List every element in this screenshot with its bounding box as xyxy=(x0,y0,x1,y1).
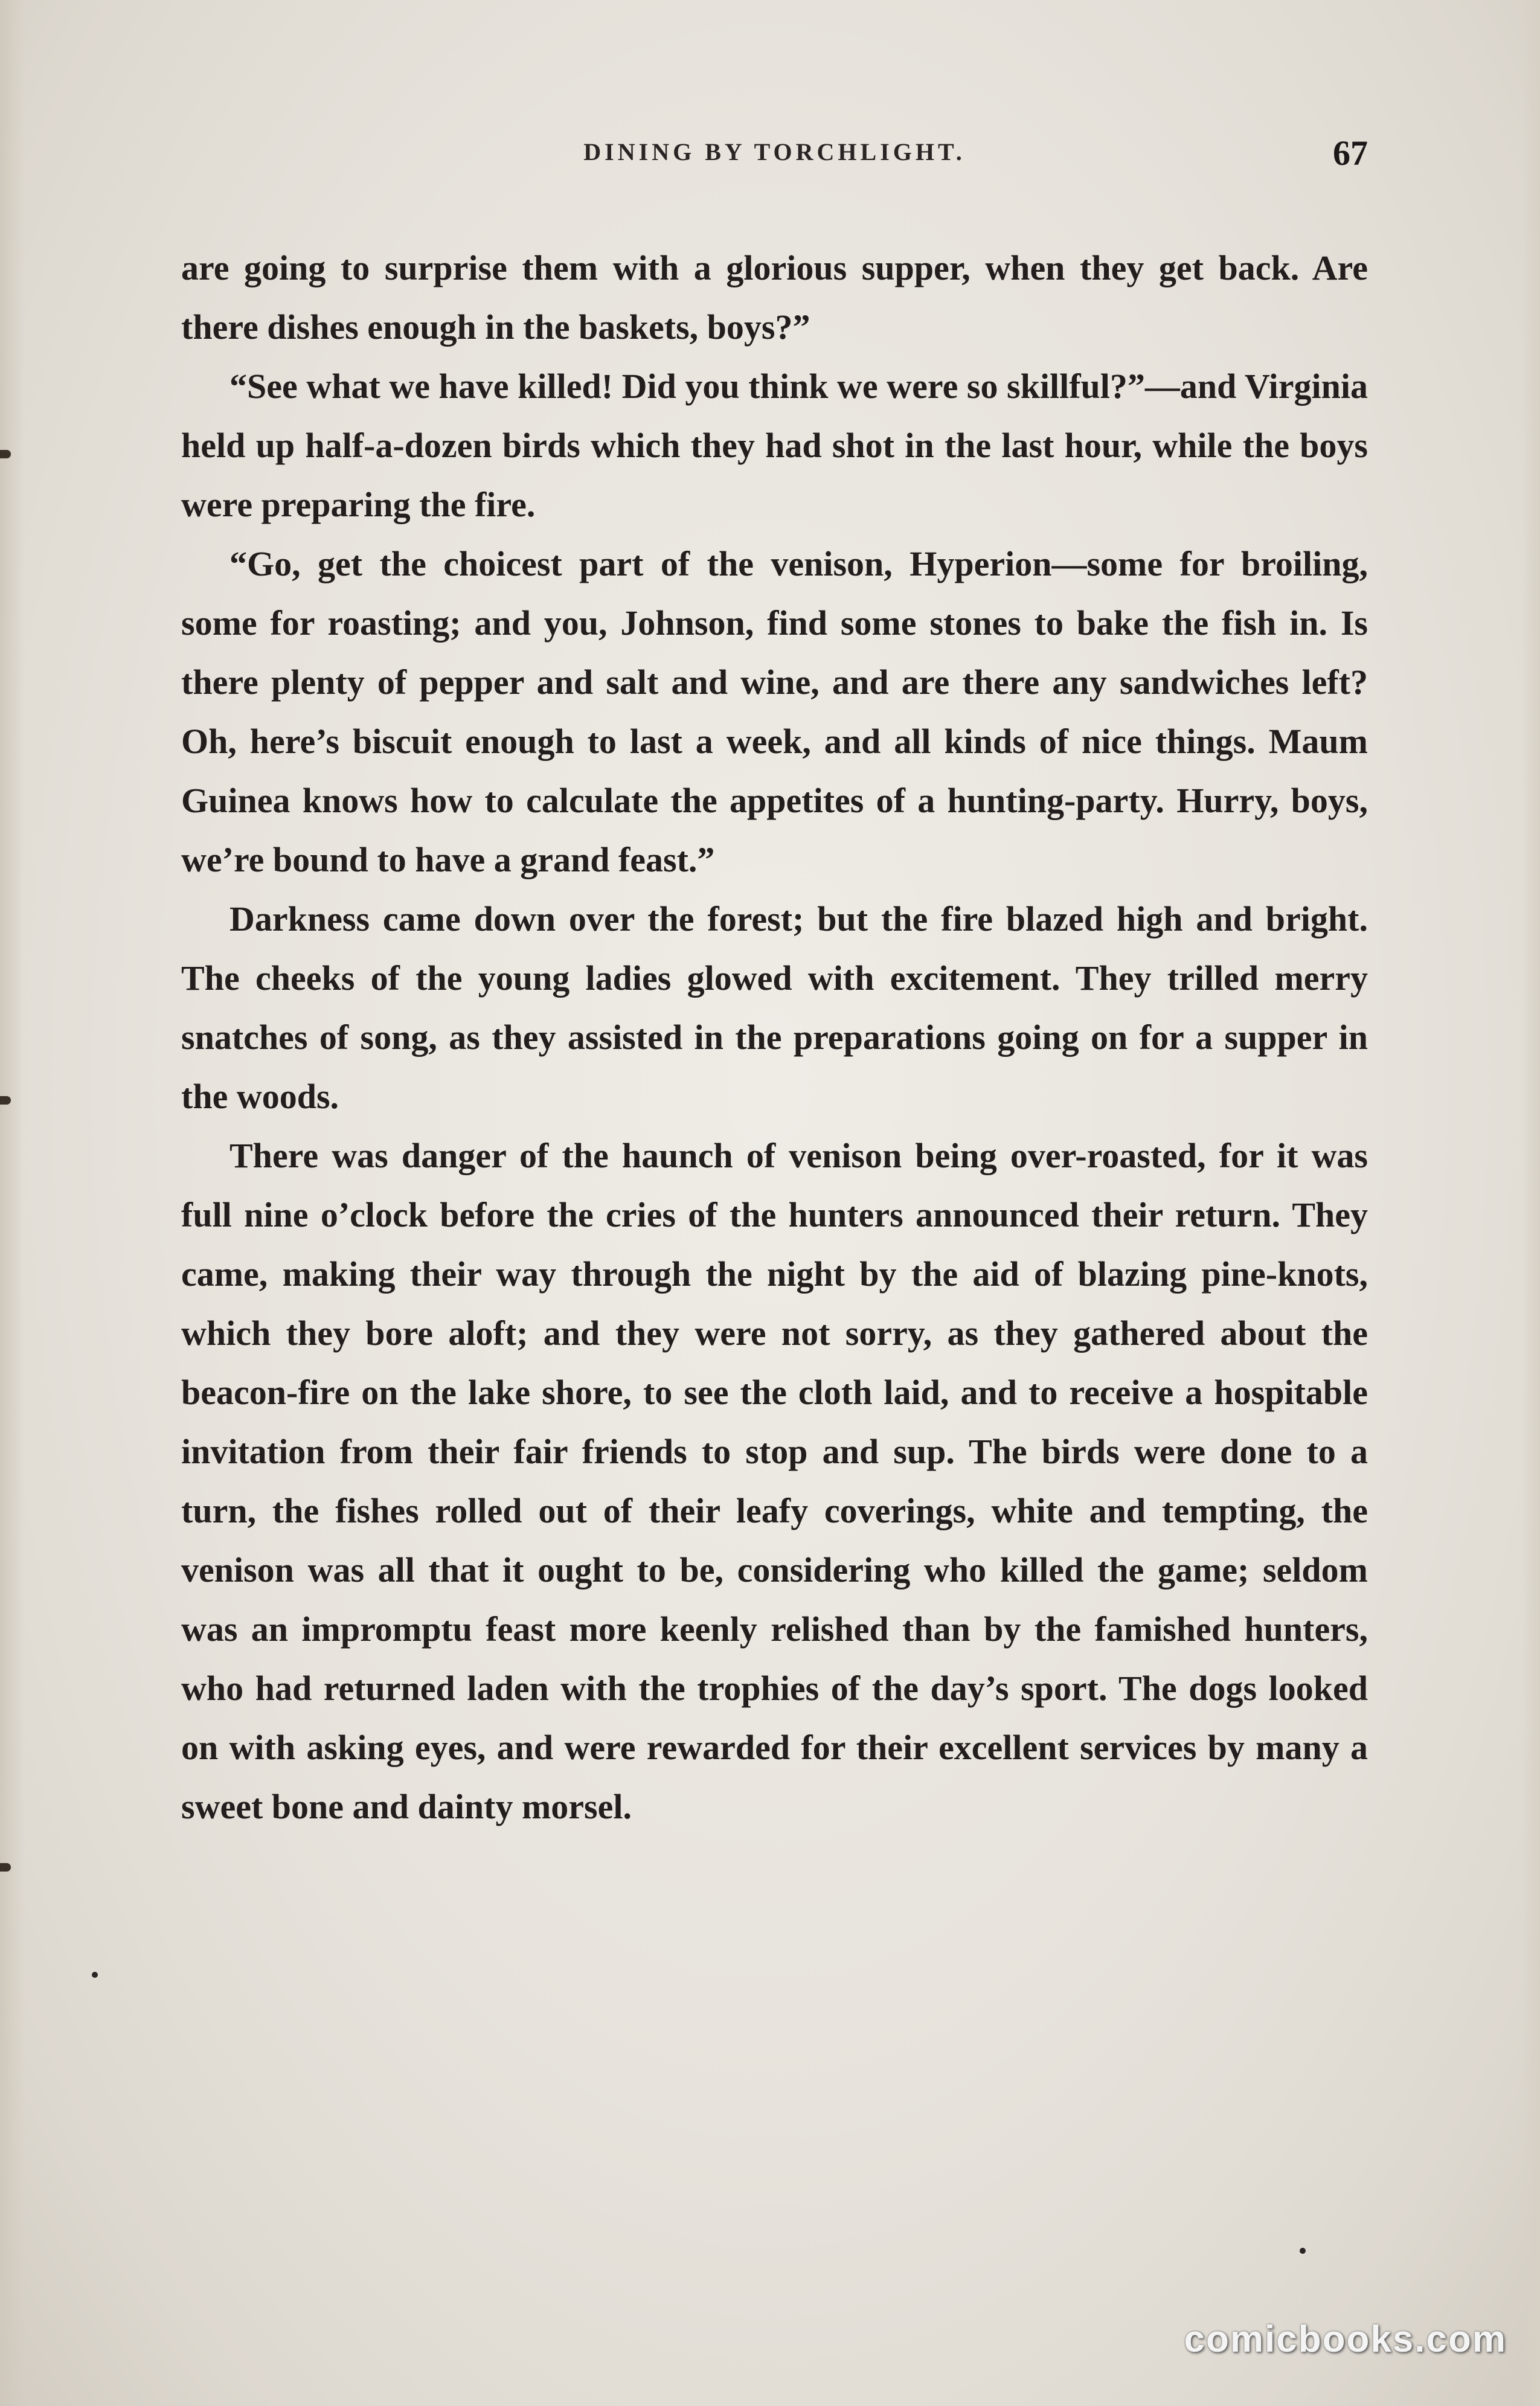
binding-mark xyxy=(0,1096,11,1105)
running-head xyxy=(181,133,1368,181)
binding-mark xyxy=(0,450,11,458)
page-number: 67 xyxy=(1333,133,1368,173)
ink-speck xyxy=(1300,2248,1306,2254)
page-edge-shadow-right xyxy=(1522,0,1540,2406)
binding-mark xyxy=(0,1863,11,1872)
paragraph: are going to surprise them with a glorious supper, when they get back. Are there dishes enough in the baskets, boys?” xyxy=(181,248,1368,347)
page-edge-shadow-left xyxy=(0,0,24,2406)
watermark: comicbooks.com xyxy=(1184,2318,1507,2360)
paragraph: “See what we have killed! Did you think we were so skillful?”—and Virginia held up half-a-dozen birds which they had shot in the last hour, while the boys were preparing the fire. xyxy=(181,367,1368,524)
body-text xyxy=(181,239,1368,1837)
paragraph: There was danger of the haunch of venison being over-roasted, for it was full nine o’clock before the cries of the hunters announced their return. They came, making their way through the night by the aid of blazing pine-knots, which they bore aloft; and they were not sorry, as they gathered about the beacon-fire on the lake shore, to see the cloth laid, and to receive a hospitable invitation from their fair friends to stop and sup. The birds were done to a turn, the fishes rolled out of their leafy coverings, white and tempting, the venison was all that it ought to be, considering who killed the game; seldom was an impromptu feast more keenly relished than by the famished hunters, who had returned laden with the trophies of the day’s sport. The dogs looked on with asking eyes, and were rewarded for their excellent services by many a sweet bone and dainty morsel. xyxy=(181,1136,1368,1826)
paragraph: “Go, get the choicest part of the venison, Hyperion—some for broiling, some for roasting; and you, Johnson, find some stones to bake the fish in. Is there plenty of pepper and salt and wine, and are there any sandwiches left? Oh, here’s biscuit enough to last a week, and all kinds of nice things. Maum Guinea knows how to calculate the appetites of a hunting-party. Hurry, boys, we’re bound to have a grand feast.” xyxy=(181,544,1368,879)
ink-speck xyxy=(92,1972,98,1978)
running-title: DINING BY TORCHLIGHT. xyxy=(583,138,966,165)
paragraph: Darkness came down over the forest; but the fire blazed high and bright. The cheeks of the young ladies glowed with excitement. They trilled merry snatches of song, as they assisted in the preparations going on for a supper in the woods. xyxy=(181,899,1368,1116)
